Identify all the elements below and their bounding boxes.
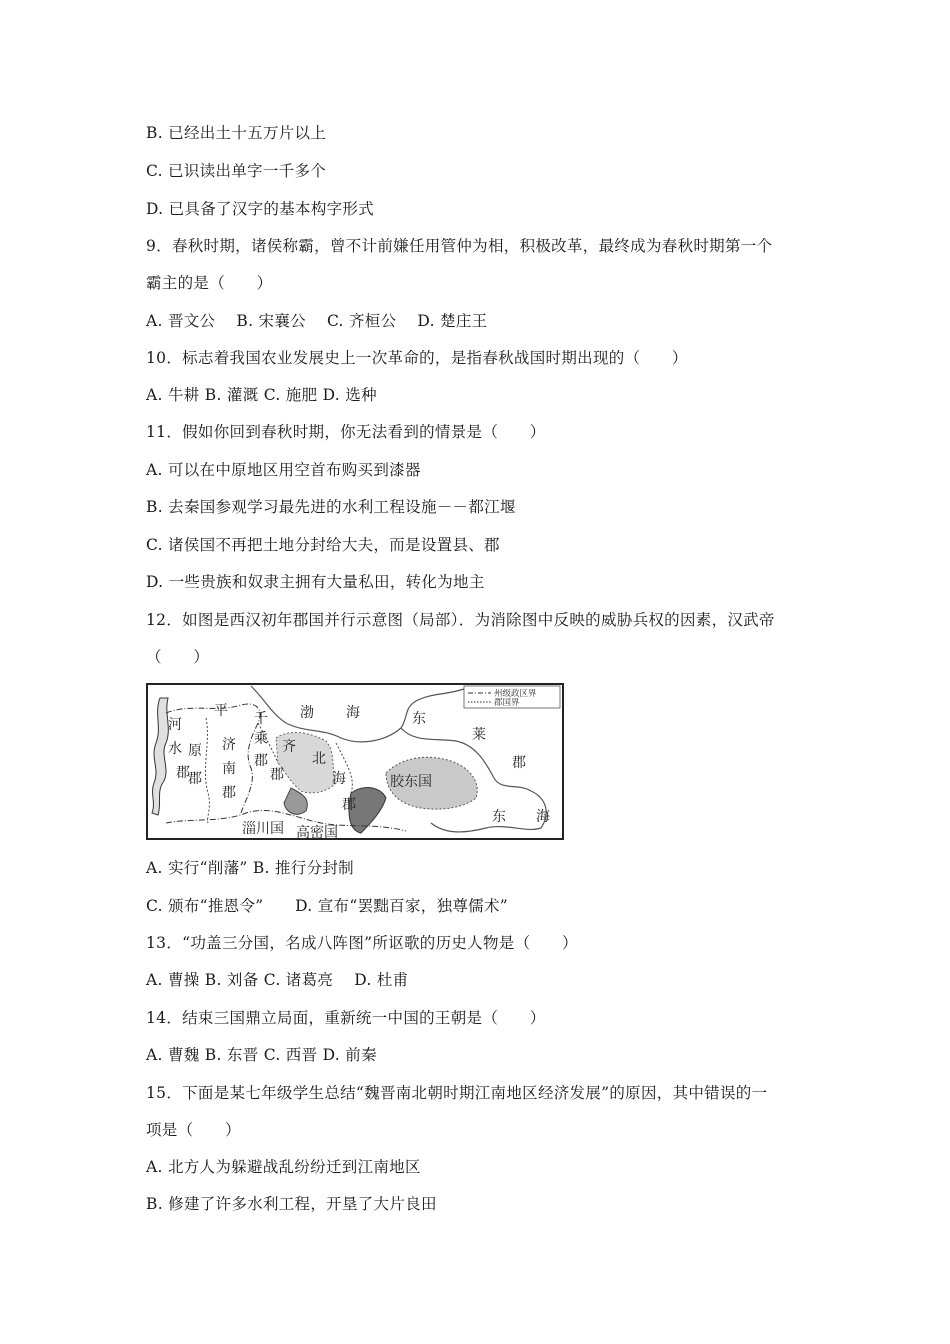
question-12-line2: （ ）	[146, 648, 210, 666]
question-9-line1: 9．春秋时期，诸侯称霸，曾不计前嫌任用管仲为相，积极改革，最终成为春秋时期第一个	[146, 237, 773, 255]
label-qi: 齐	[282, 739, 296, 755]
label-gaomi: 高密国	[296, 825, 338, 840]
label-jun-beihai: 郡	[342, 797, 356, 813]
question-9-line2: 霸主的是（ ）	[146, 274, 273, 292]
options-14: A. 曹魏 B. 东晋 C. 西晋 D. 前秦	[146, 1046, 377, 1064]
label-zichuan: 淄川国	[242, 821, 284, 837]
label-bei: 北	[312, 751, 326, 767]
label-shui: 水	[168, 741, 182, 757]
label-hai: 海	[332, 771, 346, 787]
question-10: 10．标志着我国农业发展史上一次革命的，是指春秋战国时期出现的（ ）	[146, 349, 688, 367]
option-8d: D. 已具备了汉字的基本构字形式	[146, 200, 375, 218]
label-he: 河	[168, 717, 182, 733]
label-jun-pingyuan: 郡	[188, 771, 202, 787]
label-hai-sea: 海	[536, 809, 550, 825]
option-11b: B. 去秦国参观学习最先进的水利工程设施－－都江堰	[146, 498, 516, 516]
label-jun-qiancheng: 郡	[254, 753, 268, 769]
label-lai: 莱	[472, 727, 486, 743]
question-14: 14．结束三国鼎立局面，重新统一中国的王朝是（ ）	[146, 1009, 546, 1027]
question-11: 11．假如你回到春秋时期，你无法看到的情景是（ ）	[146, 423, 546, 441]
legend-commandery: 郡国界	[494, 698, 520, 708]
option-11a: A. 可以在中原地区用空首布购买到漆器	[146, 461, 421, 479]
label-qian: 千	[254, 711, 268, 727]
label-bo: 渤	[300, 705, 314, 721]
label-jun-donglai: 郡	[512, 755, 526, 771]
label-jun-qi: 郡	[270, 767, 284, 783]
options-13: A. 曹操 B. 刘备 C. 诸葛亮 D. 杜甫	[146, 971, 409, 989]
options-12cd: C. 颁布“推恩令” D. 宣布“罢黜百家，独尊儒术”	[146, 897, 508, 915]
question-15-line2: 项是（ ）	[146, 1121, 241, 1139]
options-10: A. 牛耕 B. 灌溉 C. 施肥 D. 选种	[146, 386, 377, 404]
option-8b: B. 已经出土十五万片以上	[146, 124, 327, 142]
label-ping: 平	[214, 703, 228, 719]
question-12-line1: 12．如图是西汉初年郡国并行示意图（局部）．为消除图中反映的威胁兵权的因素，汉武帝	[146, 611, 775, 629]
options-12ab: A. 实行“削藩” B. 推行分封制	[146, 859, 354, 877]
option-11c: C. 诸侯国不再把土地分封给大夫，而是设置县、郡	[146, 536, 500, 554]
label-ji: 济	[222, 737, 236, 753]
western-han-map	[146, 683, 564, 840]
option-8c: C. 已识读出单字一千多个	[146, 162, 327, 180]
label-hai-bohai: 海	[346, 705, 360, 721]
map-figure	[146, 683, 564, 840]
label-dong: 东	[412, 711, 426, 727]
legend-province: 州级政区界	[494, 689, 537, 699]
label-jun-jinan: 郡	[222, 785, 236, 801]
label-jun-left: 郡	[176, 765, 190, 781]
question-15-line1: 15．下面是某七年级学生总结“魏晋南北朝时期江南地区经济发展”的原因，其中错误的一	[146, 1084, 768, 1102]
label-yuan: 原	[188, 743, 202, 759]
option-11d: D. 一些贵族和奴隶主拥有大量私田，转化为地主	[146, 573, 485, 591]
label-nan: 南	[222, 761, 236, 777]
label-dong-sea: 东	[492, 809, 506, 825]
options-9: A. 晋文公 B. 宋襄公 C. 齐桓公 D. 楚庄王	[146, 312, 488, 330]
option-15a: A. 北方人为躲避战乱纷纷迁到江南地区	[146, 1158, 421, 1176]
option-15b: B. 修建了许多水利工程，开垦了大片良田	[146, 1195, 437, 1213]
label-jiaodong: 胶东国	[390, 774, 432, 790]
question-13: 13．“功盖三分国，名成八阵图”所讴歌的历史人物是（ ）	[146, 934, 578, 952]
label-cheng: 乘	[254, 731, 268, 747]
